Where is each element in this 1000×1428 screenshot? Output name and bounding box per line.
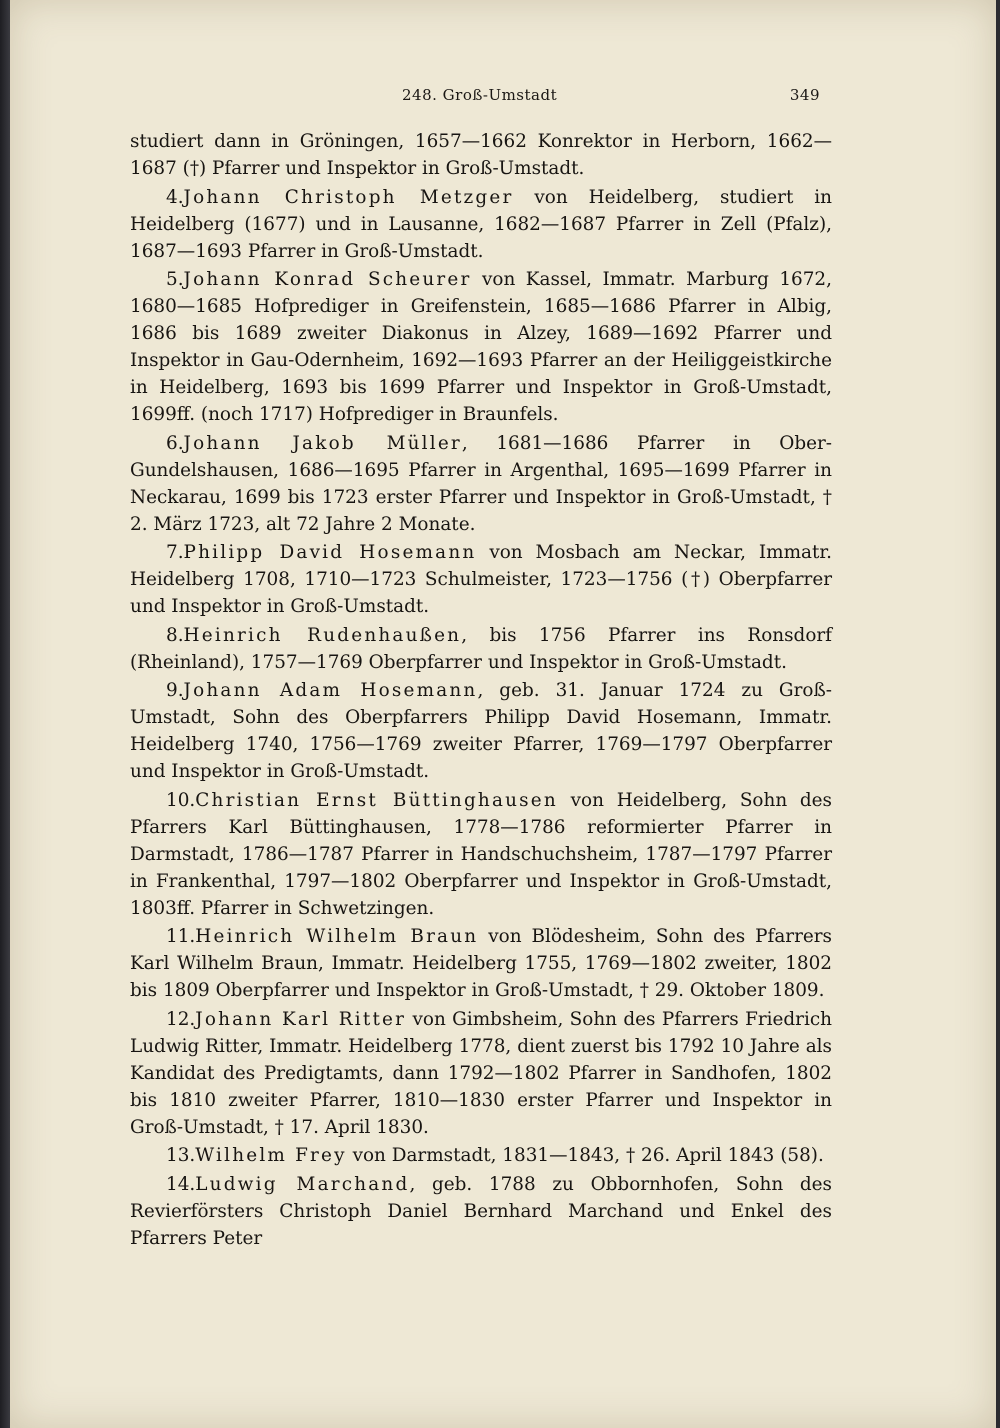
entry-number: 14.: [166, 1173, 196, 1195]
entry-text: , bis 1756 Pfarrer ins Ronsdorf (Rheinland), 1757—1769 Oberpfarrer und Inspektor in Groß-Umstadt.: [130, 624, 832, 673]
entry-name: Johann Jakob Müller: [183, 432, 462, 454]
entry-8: [130, 622, 832, 676]
entry-7: [130, 539, 832, 620]
entry-14: [130, 1171, 832, 1252]
entry-number: 12.: [166, 1008, 196, 1030]
entry-11: [130, 923, 832, 1004]
entry-name: Johann Christoph Metzger: [183, 186, 514, 208]
entry-name: Ludwig Marchand: [195, 1173, 410, 1195]
entry-number: 4.: [166, 186, 184, 208]
book-binding-edge: [0, 0, 10, 1428]
entry-number: 6.: [166, 432, 184, 454]
entry-text: von Kassel, Immatr. Marburg 1672, 1680—1685 Hofprediger in Greifenstein, 1685—1686 Pfarrer in Albig, 1686 bis 1689 zweiter Diakonus in Alzey, 1689—1692 Pfarrer und Inspektor in Gau-Odernheim, 1692—1693 Pfarrer an der Heiliggeistkirche in Heidelberg, 1693 bis 1699 Pfarrer und Inspektor in Groß-Umstadt, 1699ff. (noch 1717) Hofprediger in Braunfels.: [130, 269, 832, 425]
entry-number: 5.: [166, 269, 184, 290]
entry-13: [130, 1142, 832, 1169]
entry-5: [130, 266, 832, 428]
entry-number: 8.: [166, 624, 184, 646]
running-header: [130, 86, 820, 110]
entry-text: , 1681—1686 Pfarrer in Ober-Gundelshausen, 1686—1695 Pfarrer in Argenthal, 1695—1699 Pfarrer in Neckarau, 1699 bis 1723 erster Pfarrer und Inspektor in Groß-Umstadt, † 2. März 1723, alt 72 Jahre 2 Monate.: [130, 432, 833, 535]
body-text: [130, 128, 832, 1253]
entry-name: Wilhelm Frey: [195, 1145, 347, 1166]
entry-text: von Gimbsheim, Sohn des Pfarrers Friedrich Ludwig Ritter, Immatr. Heidelberg 1778, dient zuerst bis 1792 10 Jahre als Kandidat des Predigtamts, dann 1792—1802 Pfarrer in Sandhofen, 1802 bis 1810 zweiter Pfarrer, 1810—1830 erster Pfarrer und Inspektor in Groß-Umstadt, † 17. April 1830.: [130, 1008, 832, 1138]
entry-9: [130, 677, 832, 785]
entry-text: von Blödesheim, Sohn des Pfarrers Karl Wilhelm Braun, Immatr. Heidelberg 1755, 1769—1802 zweiter, 1802 bis 1809 Oberpfarrer und Inspektor in Groß-Umstadt, † 29. Oktober 1809.: [130, 926, 832, 1001]
entry-number: 7.: [166, 542, 184, 563]
entry-10: [130, 787, 832, 922]
entry-text: , geb. 31. Januar 1724 zu Groß-Umstadt, Sohn des Oberpfarrers Philipp David Hosemann, Immatr. Heidelberg 1740, 1756—1769 zweiter Pfarrer, 1769—1797 Oberpfarrer und Inspektor in Groß-Umstadt.: [130, 680, 832, 782]
entry-name: Heinrich Wilhelm Braun: [195, 926, 479, 947]
entry-number: 13.: [166, 1145, 196, 1166]
entry-text: von Heidelberg, Sohn des Pfarrers Karl Büttinghausen, 1778—1786 reformierter Pfarrer in Darmstadt, 1786—1787 Pfarrer in Handschuchsheim, 1787—1797 Pfarrer in Frankenthal, 1797—1802 Oberpfarrer und Inspektor in Groß-Umstadt, 1803ff. Pfarrer in Schwetzingen.: [130, 789, 832, 919]
entry-4: [130, 184, 832, 265]
entry-number: 10.: [166, 789, 196, 811]
entry-6: [130, 430, 832, 538]
entry-name: Johann Konrad Scheurer: [183, 269, 472, 290]
entry-text: von Mosbach am Neckar, Immatr. Heidelberg 1708, 1710—1723 Schulmeister, 1723—1756 (†) Oberpfarrer und Inspektor in Groß-Umstadt.: [130, 542, 832, 617]
entry-name: Heinrich Rudenhaußen: [183, 624, 462, 646]
entry-continuation: [130, 128, 832, 182]
entry-text: , geb. 1788 zu Obbornhofen, Sohn des Revierförsters Christoph Daniel Bernhard Marchand und Enkel des Pfarrers Peter: [130, 1173, 832, 1249]
entry-name: Johann Adam Hosemann: [183, 680, 478, 701]
entry-12: [130, 1006, 832, 1141]
entry-number: 9.: [166, 680, 184, 701]
entry-text: von Heidelberg, studiert in Heidelberg (1677) und in Lausanne, 1682—1687 Pfarrer in Zell (Pfalz), 1687—1693 Pfarrer in Groß-Umstadt.: [130, 186, 833, 262]
book-page: [10, 0, 996, 1428]
entry-text: von Darmstadt, 1831—1843, † 26. April 1843 (58).: [346, 1145, 824, 1166]
entry-number: 11.: [166, 926, 196, 947]
entry-name: Christian Ernst Büttinghausen: [195, 789, 558, 811]
running-title: 248. Groß-Umstadt: [402, 86, 558, 104]
entry-name: Johann Karl Ritter: [195, 1008, 407, 1030]
entry-name: Philipp David Hosemann: [183, 542, 477, 563]
entry-text: studiert dann in Gröningen, 1657—1662 Konrektor in Herborn, 1662—1687 (†) Pfarrer und Inspektor in Groß-Umstadt.: [130, 131, 832, 179]
page-number: 349: [789, 86, 820, 104]
